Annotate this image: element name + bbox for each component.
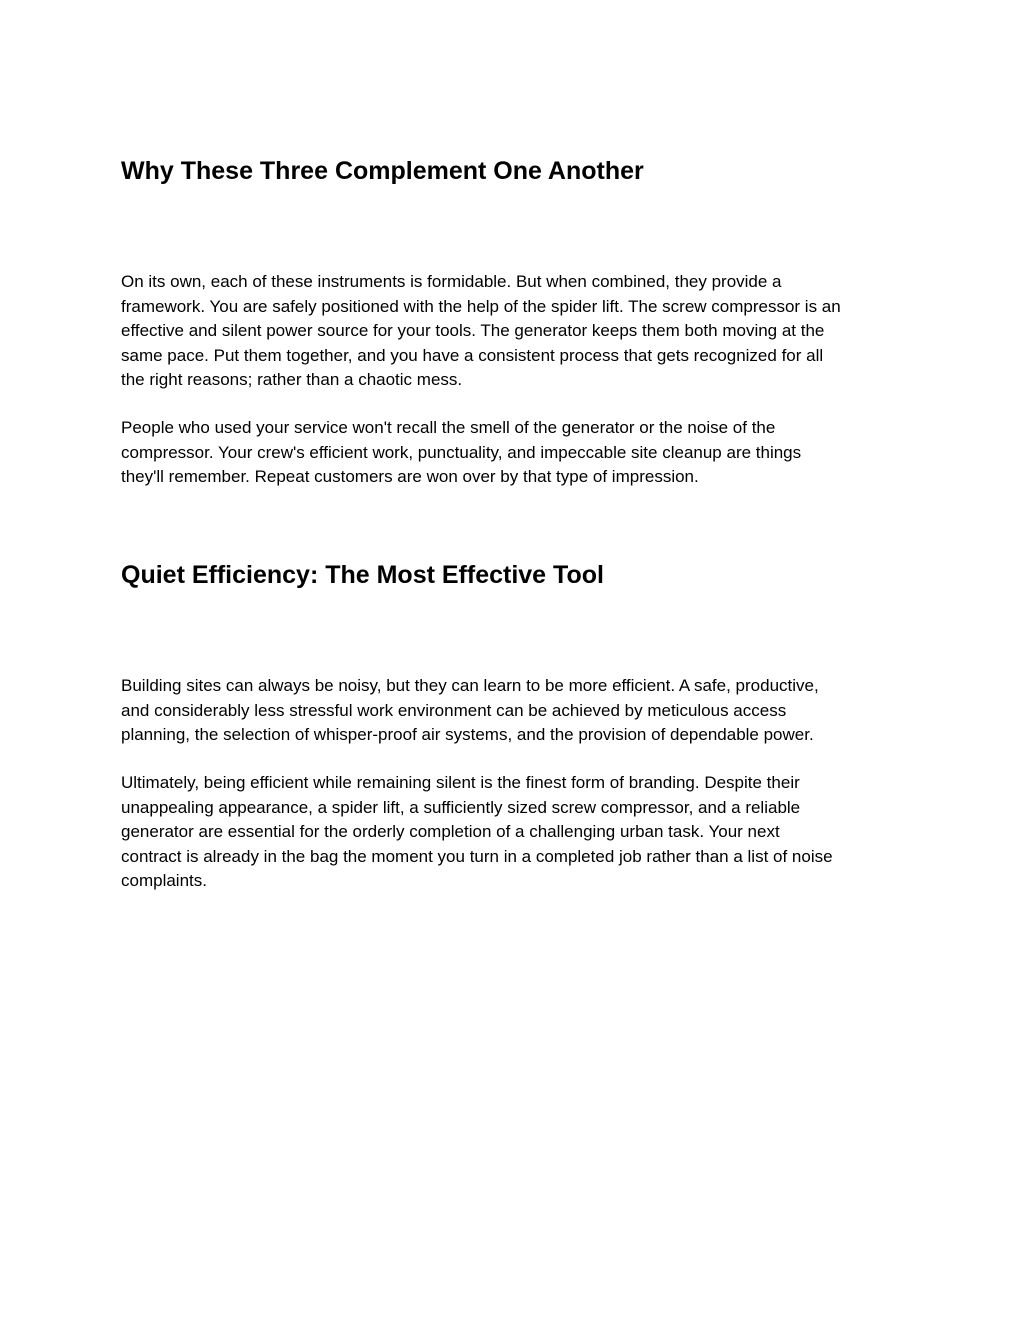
text-line: generator are essential for the orderly completion of a challenging urban task. Your next — [121, 822, 780, 841]
text-line: Ultimately, being efficient while remaining silent is the finest form of branding. Despite their — [121, 773, 800, 792]
paragraph — [121, 771, 911, 894]
text-line: contract is already in the bag the moment you turn in a completed job rather than a list of noise — [121, 846, 833, 866]
text-line: they'll remember. Repeat customers are won over by that type of impression. — [121, 467, 699, 486]
section-heading: Why These Three Complement One Another — [121, 157, 644, 185]
text-line: complaints. — [121, 871, 207, 890]
text-line: Building sites can always be noisy, but they can learn to be more efficient. A safe, productive, — [121, 676, 819, 695]
paragraph — [121, 416, 911, 490]
text-line: People who used your service won't recall the smell of the generator or the noise of the — [121, 418, 776, 437]
text-line: same pace. Put them together, and you have a consistent process that gets recognized for all — [121, 345, 824, 365]
text-line: and considerably less stressful work environment can be achieved by meticulous access — [121, 700, 787, 720]
text-line: planning, the selection of whisper-proof air systems, and the provision of dependable power. — [121, 725, 814, 744]
text-line: unappealing appearance, a spider lift, a sufficiently sized screw compressor, and a reliable — [121, 797, 801, 817]
paragraph — [121, 674, 911, 748]
text-line: effective and silent power source for your tools. The generator keeps them both moving at the — [121, 321, 825, 340]
section-heading: Quiet Efficiency: The Most Effective Tool — [121, 561, 604, 589]
text-line: framework. You are safely positioned with the help of the spider lift. The screw compressor is an — [121, 296, 841, 316]
text-line: compressor. Your crew's efficient work, punctuality, and impeccable site cleanup are things — [121, 442, 802, 462]
text-line: the right reasons; rather than a chaotic mess. — [121, 370, 463, 389]
text-line: On its own, each of these instruments is formidable. But when combined, they provide a — [121, 272, 782, 291]
paragraph — [121, 270, 911, 393]
